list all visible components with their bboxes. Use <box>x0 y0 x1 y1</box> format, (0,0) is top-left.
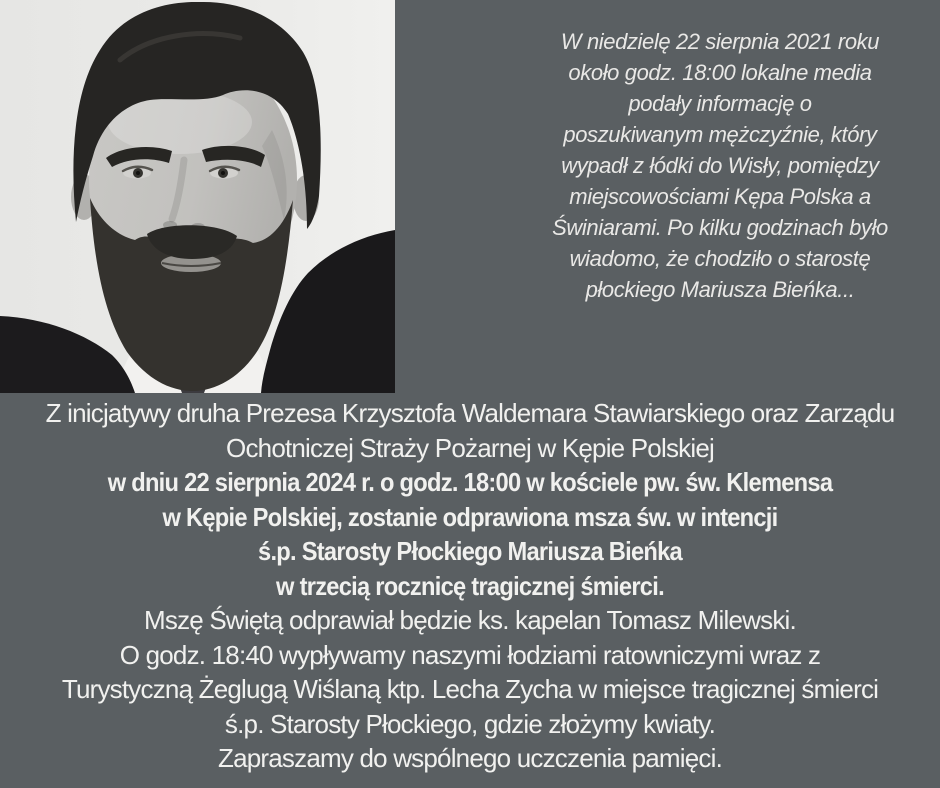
announcement-line: w trzecią rocznicę tragicznej śmierci. <box>276 570 664 601</box>
announcement-line: Turystyczną Żeglugą Wiślaną ktp. Lecha Zycha w miejsce tragicznej śmierci <box>61 674 879 704</box>
announcement-line: ś.p. Starosty Płockiego Mariusza Bieńka <box>258 536 682 566</box>
quote-line: wiadomo, że chodziło o starostę <box>569 246 871 271</box>
portrait-illustration <box>0 0 395 393</box>
quote-line: około godz. 18:00 lokalne media <box>568 60 872 85</box>
quote-line: W niedzielę 22 sierpnia 2021 roku <box>560 29 880 54</box>
quote-line: wypadł z łódki do Wisły, pomiędzy <box>561 153 879 178</box>
announcement-line: O godz. 18:40 wypływamy naszymi łodziami ratowniczymi wraz z <box>119 639 821 670</box>
announcement-line: w Kępie Polskiej, zostanie odprawiona msza św. w intencji <box>162 501 778 532</box>
quote-line: miejscowościami Kępa Polska a <box>569 184 871 209</box>
pupil-left <box>136 171 140 175</box>
portrait-photo <box>0 0 395 393</box>
news-quote <box>508 26 932 305</box>
pupil-right <box>221 171 225 175</box>
quote-line: podały informację o <box>628 91 812 116</box>
mass-announcement <box>0 396 940 776</box>
announcement-line: Zapraszamy do wspólnego uczczenia pamięci. <box>218 743 722 773</box>
quote-line: płockiego Mariusza Bieńka... <box>585 277 855 302</box>
quote-line: Świniarami. Po kilku godzinach było <box>552 215 888 240</box>
announcement-line: ś.p. Starosty Płockiego, gdzie złożymy kwiaty. <box>224 708 716 739</box>
quote-line: poszukiwanym mężczyźnie, który <box>563 122 877 147</box>
announcement-line: w dniu 22 sierpnia 2024 r. o godz. 18:00 w kościele pw. św. Klemensa <box>107 467 833 497</box>
announcement-line: Mszę Świętą odprawiał będzie ks. kapelan Tomasz Milewski. <box>144 605 796 635</box>
announcement-line: Z inicjatywy druha Prezesa Krzysztofa Waldemara Stawiarskiego oraz Zarządu <box>45 398 895 428</box>
announcement-line: Ochotniczej Straży Pożarnej w Kępie Polskiej <box>226 432 714 463</box>
